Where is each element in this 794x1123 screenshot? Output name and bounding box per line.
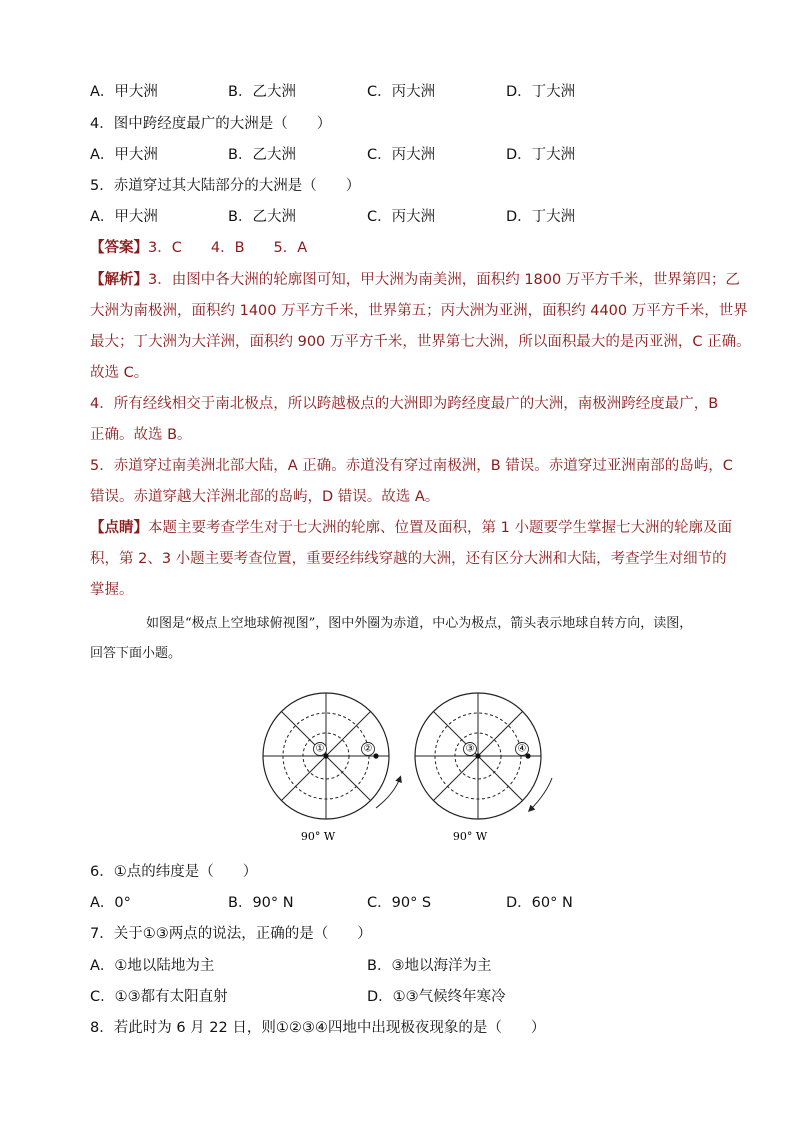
analysis-line-2: 大洲为南极洲，面积约 1400 万平方千米，世界第五；丙大洲为亚洲，面积约 4400 万平方千米，世界: [90, 303, 748, 319]
q4-option-b[interactable]: B．乙大洲: [228, 147, 296, 163]
analysis-line-8: 错误。赤道穿越大洋洲北部的岛屿，D 错误。故选 A。: [90, 489, 440, 505]
analysis-line-4: 故选 C。: [90, 365, 149, 381]
q4-option-a[interactable]: A．甲大洲: [90, 147, 158, 163]
pole-point-3: [475, 753, 480, 758]
right-polar-diagram: [415, 693, 552, 843]
right-longitude-label: 90° W: [452, 830, 488, 843]
q5-option-d[interactable]: D．丁大洲: [506, 209, 576, 225]
q7-option-c[interactable]: C．①③都有太阳直射: [90, 989, 228, 1005]
analysis-line-5: 4．所有经线相交于南北极点，所以跨越极点的大洲即为跨经度最广的大洲，南极洲跨经度最广，B: [90, 396, 719, 412]
q7-stem: 7．关于①③两点的说法，正确的是（ ）: [90, 926, 372, 942]
q6-option-a[interactable]: A．0°: [90, 895, 131, 911]
q5-stem: 5．赤道穿过其大陆部分的大洲是（ ）: [90, 178, 361, 194]
left-longitude-label: 90° W: [300, 830, 336, 843]
intro-line-2: 回答下面小题。: [90, 646, 182, 661]
q5-option-c[interactable]: C．丙大洲: [367, 209, 436, 225]
answer-tag: 【答案】: [90, 240, 148, 256]
figure-intro: [90, 614, 710, 664]
q8-stem: 8．若此时为 6 月 22 日，则①②③④四地中出现极夜现象的是（ ）: [90, 1020, 546, 1036]
q6-option-c[interactable]: C．90° S: [367, 895, 432, 911]
analysis-line-7: 5．赤道穿过南美洲北部大陆，A 正确。赤道没有穿过南极洲，B 错误。赤道穿过亚洲南部的岛屿，C: [90, 458, 733, 474]
marker-3: ③: [465, 743, 475, 755]
polar-view-figure: [258, 690, 558, 850]
analysis-line-1: 【解析】3．由图中各大洲的轮廓图可知，甲大洲为南美洲，面积约 1800 万平方千米，世界第四；乙: [90, 272, 740, 288]
q6-option-b[interactable]: B．90° N: [228, 895, 294, 911]
marker-2: ②: [363, 743, 373, 755]
answer-text: 3．C 4．B 5．A: [148, 240, 308, 256]
q4-option-d[interactable]: D．丁大洲: [506, 147, 576, 163]
q3-option-b[interactable]: B．乙大洲: [228, 84, 296, 100]
q5-option-b[interactable]: B．乙大洲: [228, 209, 296, 225]
analysis-tag: 【解析】: [90, 272, 148, 288]
q3-option-c[interactable]: C．丙大洲: [367, 84, 436, 100]
rotation-arrow-left: [376, 778, 400, 808]
q7-option-b[interactable]: B．③地以海洋为主: [367, 958, 492, 974]
left-polar-diagram: [263, 693, 400, 843]
marker-1: ①: [315, 743, 325, 755]
q5-option-a[interactable]: A．甲大洲: [90, 209, 158, 225]
q4-stem: 4．图中跨经度最广的大洲是（ ）: [90, 116, 332, 132]
q7-option-a[interactable]: A．①地以陆地为主: [90, 958, 215, 974]
q6-option-d[interactable]: D．60° N: [506, 895, 573, 911]
point-2: [373, 753, 378, 758]
comment-tag: 【点睛】: [90, 520, 148, 536]
comment-line-2: 积，第 2、3 小题主要考查位置，重要经纬线穿越的大洲，还有区分大洲和大陆，考查学生对细节的: [90, 551, 727, 567]
q3-option-d[interactable]: D．丁大洲: [506, 84, 576, 100]
analysis-line-3: 最大；丁大洲为大洋洲，面积约 900 万平方千米，世界第七大洲，所以面积最大的是丙亚洲，C 正确。: [90, 334, 751, 350]
marker-4: ④: [517, 743, 527, 755]
analysis-line-6: 正确。故选 B。: [90, 427, 192, 443]
comment-line-3: 掌握。: [90, 582, 134, 598]
intro-line-1: 如图是“极点上空地球俯视图”，图中外圈为赤道，中心为极点，箭头表示地球自转方向，读图，: [146, 616, 693, 631]
q7-option-d[interactable]: D．①③气候终年寒冷: [367, 989, 506, 1005]
q6-stem: 6．①点的纬度是（ ）: [90, 864, 258, 880]
q4-option-c[interactable]: C．丙大洲: [367, 147, 436, 163]
comment-line-1: 【点睛】本题主要考查学生对于七大洲的轮廓、位置及面积，第 1 小题要学生掌握七大洲的轮廓及面: [90, 520, 732, 536]
answer-line: [90, 238, 307, 258]
q3-option-a[interactable]: A．甲大洲: [90, 84, 158, 100]
rotation-arrow-right: [530, 778, 552, 810]
